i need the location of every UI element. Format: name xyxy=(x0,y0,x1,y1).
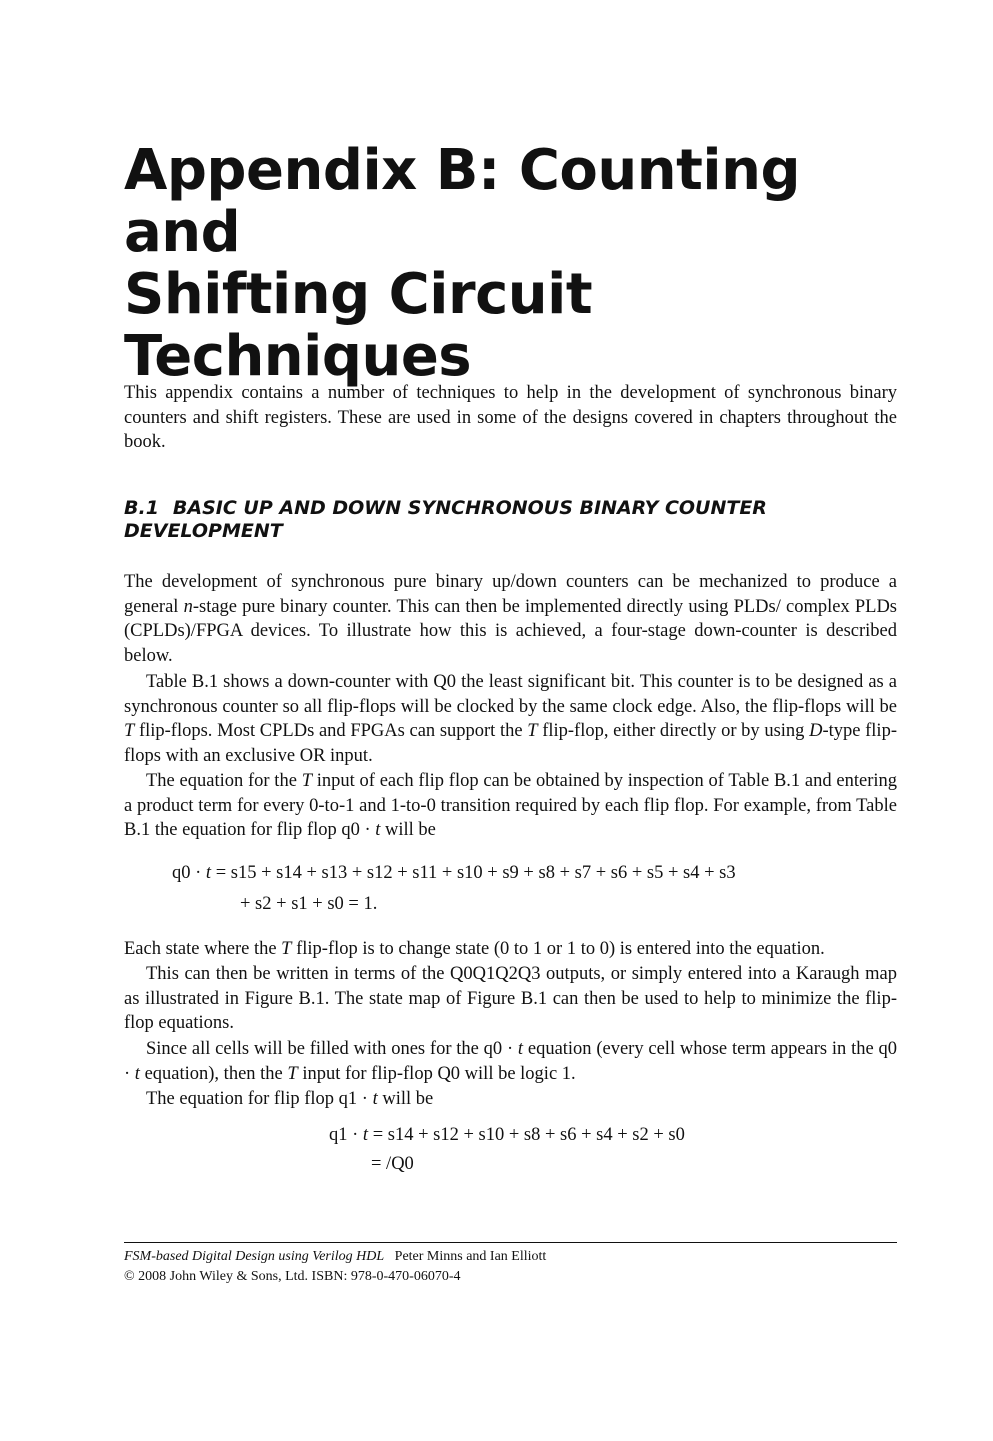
chapter-title-line-2: Shifting Circuit Techniques xyxy=(124,262,593,389)
chapter-title xyxy=(124,140,904,388)
chapter-title-line-1: Appendix B: Counting and xyxy=(124,138,801,265)
body-paragraph-7: The equation for flip flop q1 · t will be xyxy=(146,1089,434,1109)
body-paragraph-5: This can then be written in terms of the Q0Q1Q2Q3 outputs, or simply entered into a Karaugh map as illustrated in Figure B.1. The state map of Figure B.1 can then be used to help to minimize the flip-flop equations. xyxy=(124,964,897,1034)
equation-q1-t-line-2: = /Q0 xyxy=(371,1154,414,1174)
body-paragraph-6: Since all cells will be filled with ones for the q0 · t equation (every cell whose term appears in the q0 · t equation), then the T input for flip-flop Q0 will be logic 1. xyxy=(124,1039,897,1084)
body-paragraph-4: Each state where the T flip-flop is to change state (0 to 1 or 1 to 0) is entered into the equation. xyxy=(124,939,825,959)
section-heading xyxy=(124,497,897,543)
equation-q0-t xyxy=(172,858,736,920)
equation-q0-t-line-2: + s2 + s1 + s0 = 1. xyxy=(240,894,378,914)
section-title: BASIC UP AND DOWN SYNCHRONOUS BINARY COUNTER DEVELOPMENT xyxy=(124,497,767,542)
intro-paragraph: This appendix contains a number of techniques to help in the development of synchronous binary counters and shift registers. These are used in some of the designs covered in chapters throughout the book. xyxy=(124,383,897,453)
body-paragraph-2: Table B.1 shows a down-counter with Q0 the least significant bit. This counter is to be designed as a synchronous counter so all flip-flops will be clocked by the same clock edge. Also, the flip-flops will be T flip-flops. Most CPLDs and FPGAs can support the T flip-flop, either directly or by using D-type flip-flops with an exclusive OR input. xyxy=(124,672,897,766)
equation-q0-t-line-1: q0 · t = s15 + s14 + s13 + s12 + s11 + s10 + s9 + s8 + s7 + s6 + s5 + s4 + s3 xyxy=(172,863,736,883)
section-number: B.1 xyxy=(124,497,159,519)
equation-q1-t-line-1: q1 · t = s14 + s12 + s10 + s8 + s6 + s4 + s2 + s0 xyxy=(329,1125,685,1145)
book-title: FSM-based Digital Design using Verilog HDL xyxy=(124,1249,385,1264)
footer-rule xyxy=(124,1242,897,1243)
book-authors: Peter Minns and Ian Elliott xyxy=(394,1249,547,1264)
footer-citation xyxy=(124,1247,897,1266)
body-paragraph-3: The equation for the T input of each flip flop can be obtained by inspection of Table B.1 and entering a product term for every 0-to-1 and 1-to-0 transition required by each flip flop. For example, from Table B.1 the equation for flip flop q0 · t will be xyxy=(124,771,897,841)
footer-copyright: © 2008 John Wiley & Sons, Ltd. ISBN: 978-0-470-06070-4 xyxy=(124,1269,461,1284)
equation-q1-t xyxy=(329,1121,685,1179)
body-paragraph-1: The development of synchronous pure binary up/down counters can be mechanized to produce a general n-stage pure binary counter. This can then be implemented directly using PLDs/ complex PLDs (CPLDs)/FPGA devices. To illustrate how this is achieved, a four-stage down-counter is described below. xyxy=(124,572,897,666)
